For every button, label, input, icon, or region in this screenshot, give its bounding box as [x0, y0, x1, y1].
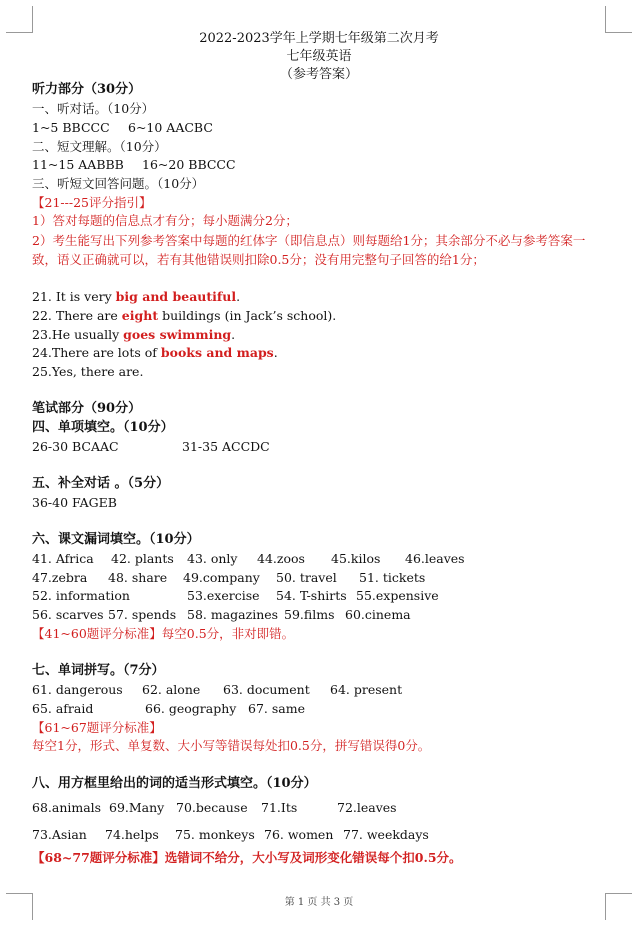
part8-rule: 【68~77题评分标准】选错词不给分，大小写及词形变化错误每个扣0.5分。: [32, 850, 462, 865]
part8-answer: 75. monkeys: [175, 827, 255, 842]
answer-22: [32, 308, 336, 324]
part6-answer: 48. share: [108, 570, 168, 585]
part7-answer: 65. afraid: [32, 701, 94, 716]
part5-title: 五、补全对话 。（5分）: [32, 476, 170, 491]
answer-21-post: .: [236, 289, 241, 304]
answer-23-key: goes swimming: [123, 327, 232, 342]
part8-answer: 76. women: [264, 827, 334, 842]
answer-21-key: big and beautiful: [115, 289, 237, 304]
part6-answer: 43. only: [187, 551, 238, 566]
part1-answer-a: 1~5 BBCCC: [32, 120, 110, 135]
part8-answer: 71.Its: [261, 800, 298, 815]
part6-answer: 42. plants: [111, 551, 174, 566]
part6-answer: 60.cinema: [345, 607, 411, 622]
answer-22-pre: 22. There are: [32, 308, 122, 323]
part1-answer-b: 6~10 AACBC: [128, 120, 213, 135]
answer-23-pre: 23.He usually: [32, 327, 124, 342]
part7-title: 七、单词拼写。（7分）: [32, 663, 165, 678]
page-number: 第 1 页 共 3 页: [284, 897, 354, 908]
answer-21-pre: 21. It is very: [32, 289, 116, 304]
part6-answer: 45.kilos: [331, 551, 381, 566]
part6-title: 六、课文漏词填空。（10分）: [32, 532, 200, 547]
answer-24: [32, 345, 278, 361]
written-heading: 笔试部分（90分）: [32, 401, 142, 416]
part6-answer: 41. Africa: [32, 551, 94, 566]
part7-rule-title: 【61~67题评分标准】: [32, 720, 162, 735]
answer-24-key: books and maps: [160, 345, 274, 360]
part6-answer: 53.exercise: [187, 588, 260, 603]
document-title: 2022-2023学年上学期七年级第二次月考: [199, 31, 439, 46]
part2-title: 二、短文理解。（10分）: [32, 139, 167, 154]
part8-answer: 73.Asian: [32, 827, 87, 842]
part8-answer: 68.animals: [32, 800, 102, 815]
answer-23-post: .: [231, 327, 236, 342]
part5-answers: 36-40 FAGEB: [32, 495, 117, 510]
part6-answer: 46.leaves: [405, 551, 465, 566]
part6-rule: 【41~60题评分标准】每空0.5分，非对即错。: [32, 626, 295, 641]
part6-answer: 47.zebra: [32, 570, 88, 585]
part8-answer: 74.helps: [105, 827, 159, 842]
part1-title: 一、听对话。（10分）: [32, 101, 155, 116]
part6-answer: 51. tickets: [359, 570, 426, 585]
answer-22-key: eight: [121, 308, 159, 323]
part8-answer: 77. weekdays: [343, 827, 429, 842]
part6-answer: 59.films: [284, 607, 335, 622]
part6-answer: 56. scarves: [32, 607, 104, 622]
part8-answer: 69.Many: [109, 800, 165, 815]
part6-answer: 57. spends: [108, 607, 177, 622]
listening-heading: 听力部分（30分）: [32, 82, 142, 97]
part6-answer: 52. information: [32, 588, 130, 603]
part6-answer: 55.expensive: [356, 588, 439, 603]
guide-title: 【21---25评分指引】: [32, 195, 152, 210]
part2-answer-b: 16~20 BBCCC: [142, 157, 236, 172]
guide-rule-2: 2）考生能写出下列参考答案中每题的红体字（即信息点）则每题给1分；其余部分不必与参考答案一致，语义正确就可以，若有其他错误则扣除0.5分；没有用完整句子回答的给1分；: [32, 233, 586, 267]
part7-answer: 63. document: [223, 682, 310, 697]
answer-24-pre: 24.There are lots of: [32, 345, 161, 360]
part8-title: 八、用方框里给出的词的适当形式填空。（10分）: [32, 776, 317, 791]
part2-answer-a: 11~15 AABBB: [32, 157, 124, 172]
part6-answer: 54. T-shirts: [276, 588, 347, 603]
answer-23: [32, 327, 235, 343]
part7-answer: 67. same: [248, 701, 305, 716]
part6-answer: 44.zoos: [257, 551, 305, 566]
part4-answer-b: 31-35 ACCDC: [182, 439, 270, 454]
part7-answer: 61. dangerous: [32, 682, 123, 697]
part6-answer: 49.company: [183, 570, 260, 585]
part7-answer: 66. geography: [145, 701, 237, 716]
part4-title: 四、单项填空。（10分）: [32, 420, 174, 435]
document-subtitle: 七年级英语: [286, 49, 352, 64]
part6-answer: 50. travel: [276, 570, 337, 585]
part3-title: 三、听短文回答问题。（10分）: [32, 176, 205, 191]
part4-answer-a: 26-30 BCAAC: [32, 439, 119, 454]
answer-25: 25.Yes, there are.: [32, 364, 144, 379]
document-note: （参考答案）: [279, 67, 358, 82]
answer-24-post: .: [273, 345, 278, 360]
answer-21: [32, 289, 240, 305]
part7-rule: 每空1分，形式、单复数、大小写等错误每处扣0.5分，拼写错误得0分。: [32, 738, 431, 753]
part7-answer: 62. alone: [142, 682, 201, 697]
answer-22-post: buildings (in Jack’s school).: [158, 308, 337, 323]
part8-answer: 70.because: [176, 800, 248, 815]
part6-answer: 58. magazines: [187, 607, 279, 622]
guide-rule-1: 1）答对每题的信息点才有分；每小题满分2分；: [32, 213, 298, 228]
part8-answer: 72.leaves: [337, 800, 397, 815]
part7-answer: 64. present: [330, 682, 403, 697]
